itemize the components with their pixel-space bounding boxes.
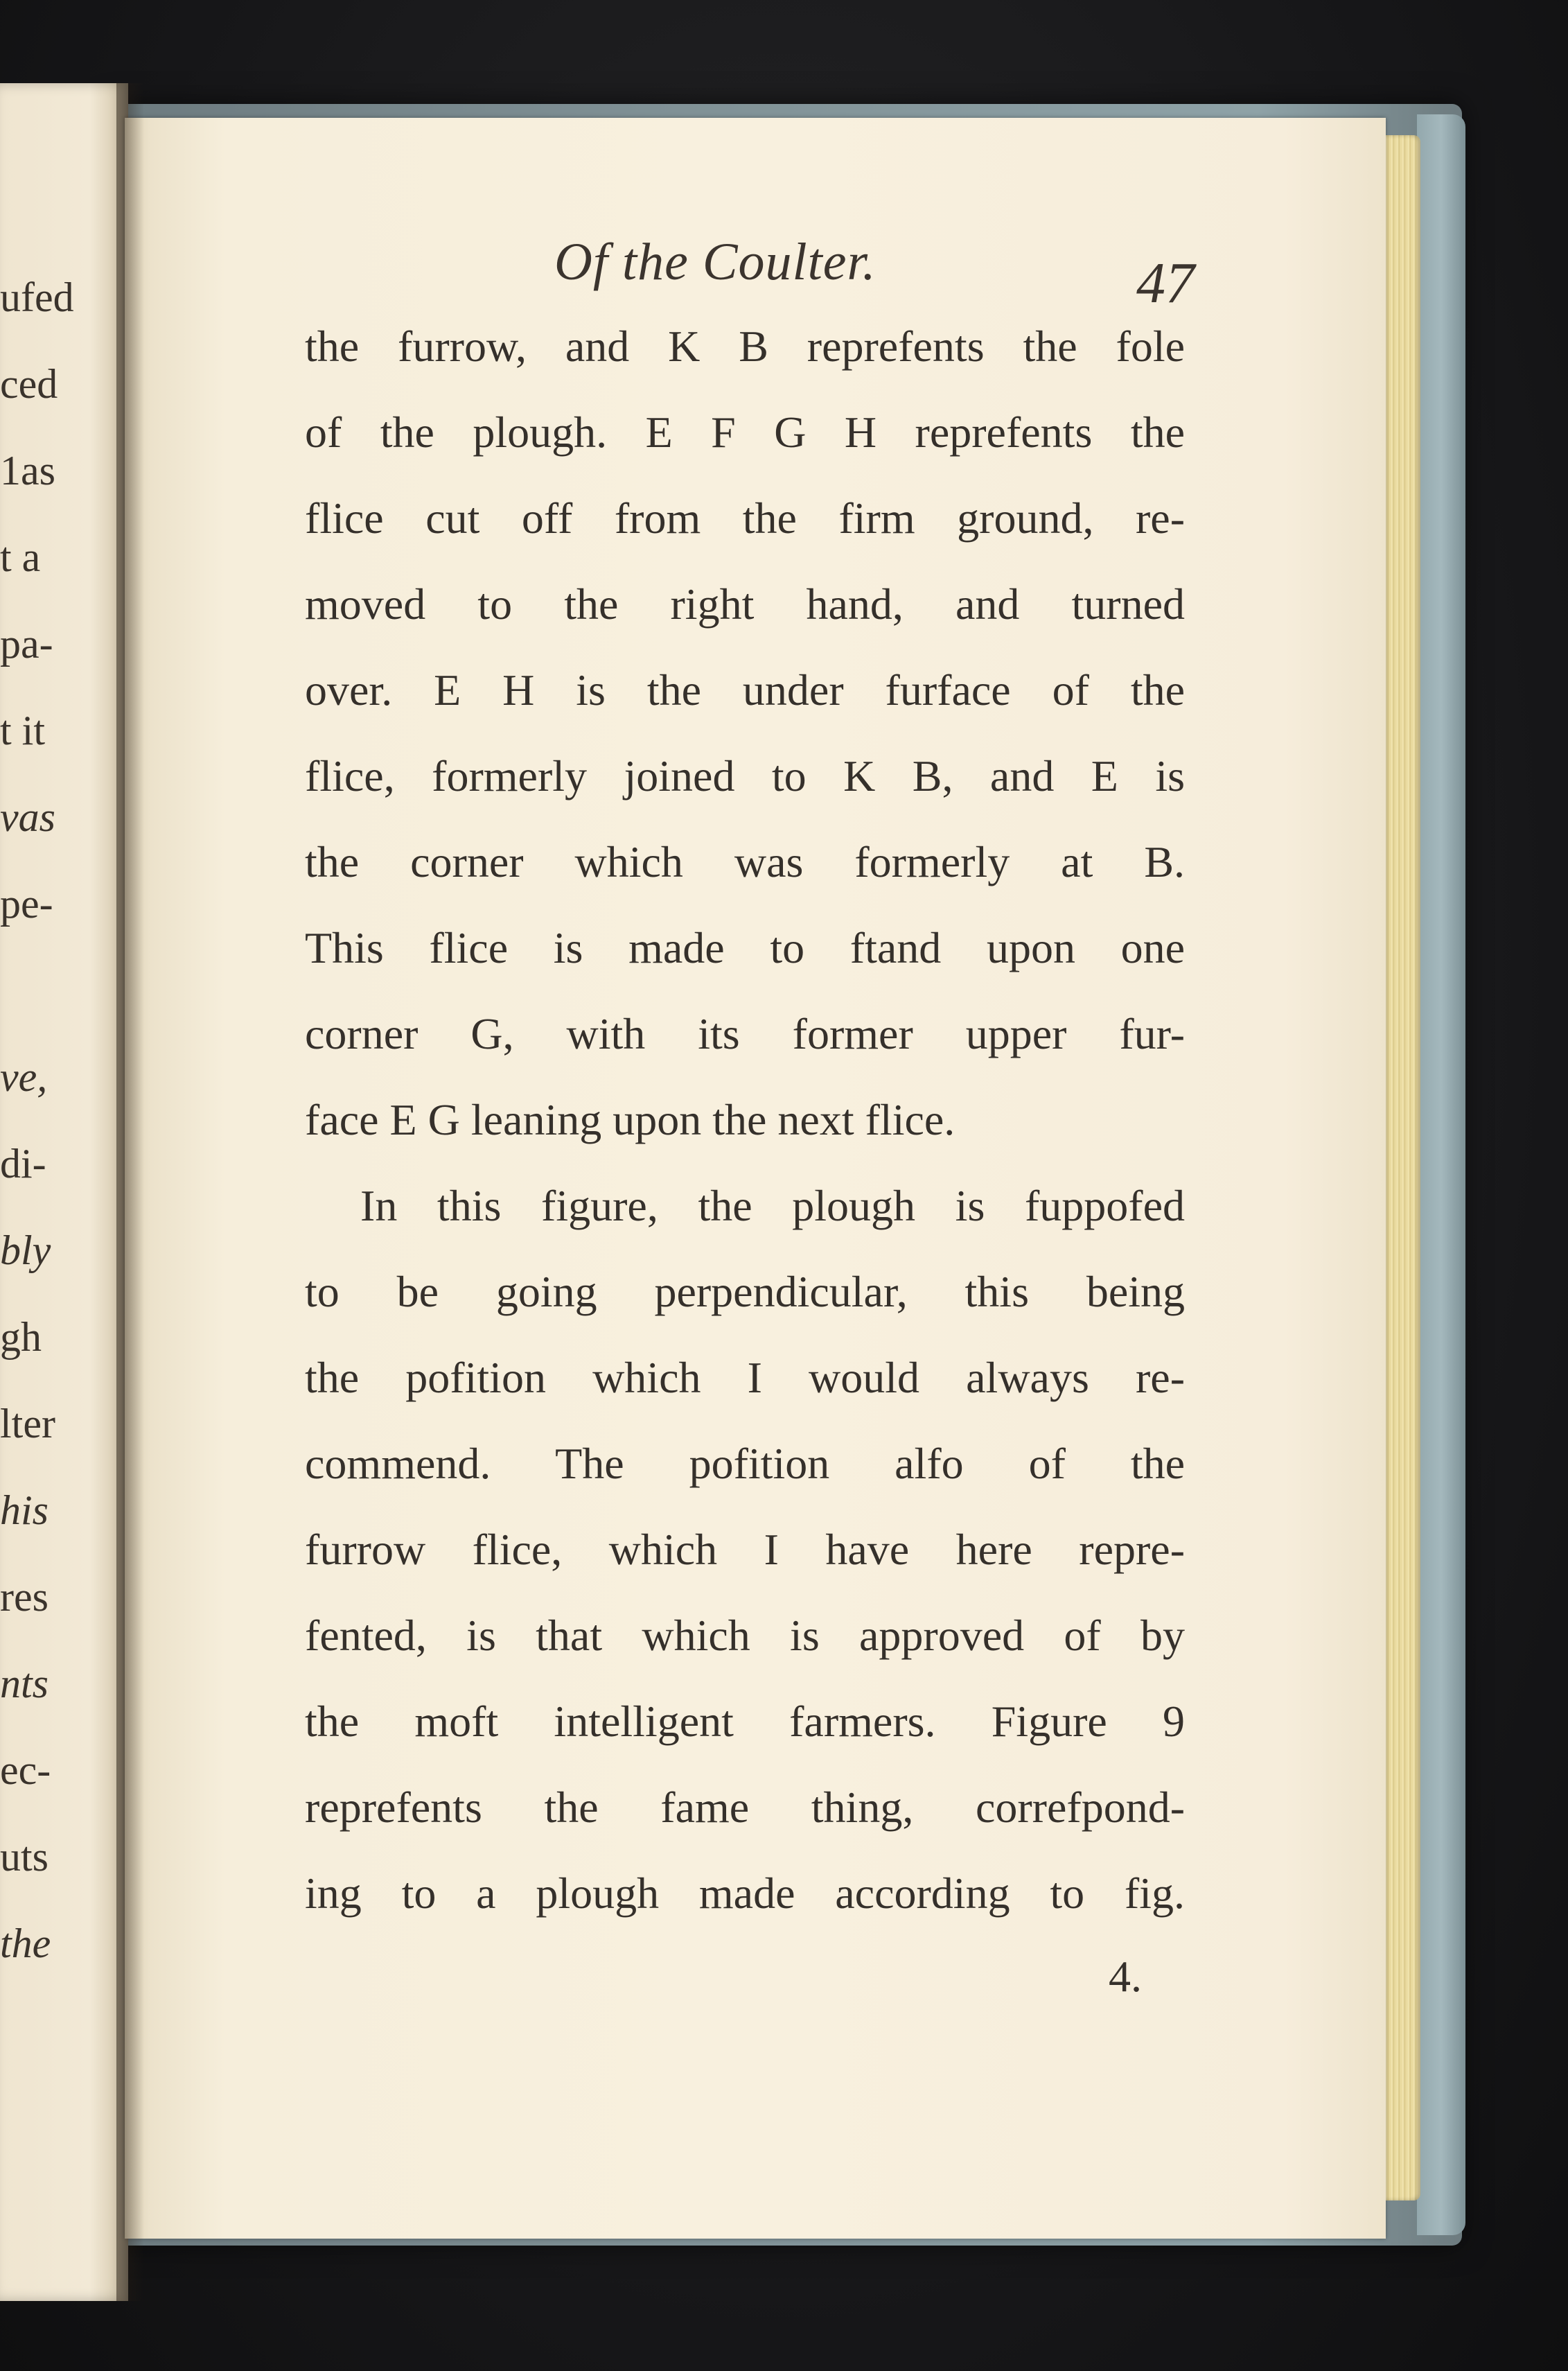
left-page-fragment: 1as [0, 448, 55, 493]
text-line: to be going perpendicular, this being [305, 1267, 1185, 1316]
left-page-fragment: his [0, 1487, 49, 1533]
text-line: commend. The pofition alfo of the [305, 1439, 1185, 1488]
text-line: In this figure, the plough is fuppofed [360, 1181, 1185, 1230]
text-line: corner G, with its former upper fur- [305, 1009, 1185, 1058]
text-line: flice, formerly joined to K B, and E is [305, 751, 1185, 800]
cover-edge [1417, 114, 1465, 2235]
left-page-fragment: bly [0, 1227, 51, 1273]
text-line: face E G leaning upon the next flice. [305, 1095, 955, 1144]
left-page-fragment: t it [0, 708, 46, 753]
left-page-fragment: lter [0, 1401, 55, 1446]
left-page-fragment: vas [0, 794, 55, 840]
text-line: the corner which was formerly at B. [305, 837, 1185, 886]
left-page-fragment: res [0, 1574, 49, 1620]
text-line: the pofition which I would always re- [305, 1353, 1185, 1402]
text-line: the furrow, and K B reprefents the fole [305, 322, 1185, 371]
left-page-fragment: ufed [0, 274, 74, 320]
left-page-fragment: pa- [0, 621, 53, 667]
left-page-fragment: ced [0, 361, 58, 407]
text-line: over. E H is the under furface of the [305, 665, 1185, 715]
left-page-fragment: di- [0, 1141, 46, 1187]
left-page-fragment: uts [0, 1834, 49, 1880]
text-line: fented, is that which is approved of by [305, 1611, 1185, 1660]
left-page-fragment: pe- [0, 881, 53, 927]
text-line: This flice is made to ftand upon one [305, 923, 1185, 972]
left-page-fragment: the [0, 1921, 51, 1966]
text-line: ing to a plough made according to fig. [305, 1869, 1185, 1918]
text-line: of the plough. E F G H reprefents the [305, 408, 1185, 457]
gutter-shadow [116, 83, 144, 2301]
text-line: reprefents the fame thing, correfpond- [305, 1783, 1185, 1832]
left-page-fragment: nts [0, 1661, 49, 1706]
page-number: 47 [1136, 251, 1195, 315]
left-facing-page [0, 83, 128, 2301]
text-line: furrow flice, which I have here repre- [305, 1525, 1185, 1574]
text-line: the moft intelligent farmers. Figure 9 [305, 1697, 1185, 1746]
left-page-fragment: gh [0, 1314, 42, 1360]
left-page-fragment: t a [0, 534, 41, 580]
left-page-fragment: ec- [0, 1747, 51, 1793]
left-page-fragment: ve, [0, 1054, 48, 1100]
running-head: Of the Coulter. [554, 233, 877, 291]
text-line: moved to the right hand, and turned [305, 579, 1185, 629]
catchword: 4. [1109, 1952, 1142, 2001]
text-line: flice cut off from the firm ground, re- [305, 493, 1185, 543]
